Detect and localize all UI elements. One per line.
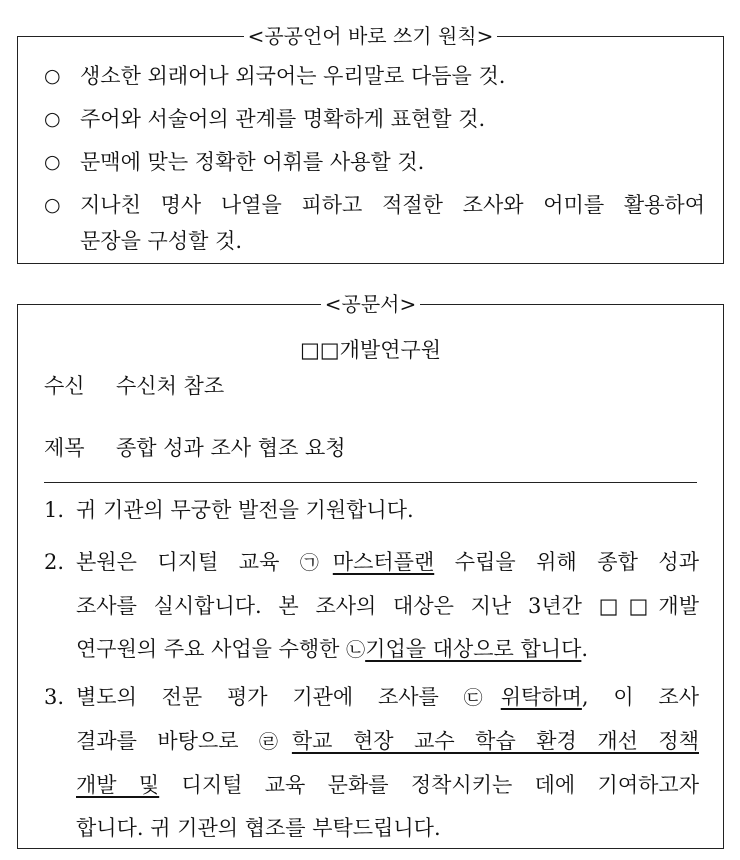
recipient-line bbox=[44, 371, 224, 401]
marker-rieul: ㉣ bbox=[259, 731, 292, 753]
underlined-phrase-2: 기업을 대상으로 합니다 bbox=[365, 637, 582, 661]
rule-text: 지나친 명사 나열을 피하고 적절한 조사와 어미를 활용하여 bbox=[80, 193, 705, 217]
recipient-value: 수신처 참조 bbox=[116, 374, 225, 398]
paragraph-line: 조사를 실시합니다. 본 조사의 대상은 지난 3년간 □□개발 bbox=[76, 594, 699, 618]
marker-giyeok: ㉠ bbox=[299, 552, 333, 574]
paragraph-line: 연구원의 주요 사업을 수행한 ㉡기업을 대상으로 합니다. bbox=[76, 637, 589, 661]
rule-text: 문맥에 맞는 정확한 어휘를 사용할 것. bbox=[80, 150, 425, 174]
doc-box-title: <공문서> bbox=[321, 292, 420, 316]
divider bbox=[44, 482, 697, 483]
paragraph-line: 별도의 전문 평가 기관에 조사를 ㉢위탁하며, 이 조사 bbox=[76, 685, 699, 709]
paragraph-number: 1. bbox=[44, 498, 65, 522]
underlined-phrase-4: 학교 현장 교수 학습 환경 개선 정책 bbox=[291, 729, 699, 753]
paragraph-line: 결과를 바탕으로 ㉣학교 현장 교수 학습 환경 개선 정책 bbox=[76, 729, 699, 753]
underlined-phrase-1: 마스터플랜 bbox=[332, 550, 435, 574]
underlined-phrase-4-continued: 개발 및 bbox=[76, 773, 160, 797]
official-document-box bbox=[17, 292, 724, 849]
circle-bullet-icon: ○ bbox=[44, 151, 61, 173]
circle-bullet-icon: ○ bbox=[44, 65, 61, 87]
paragraph-3 bbox=[44, 676, 699, 850]
paragraph-line: 개발 및 디지털 교육 문화를 정착시키는 데에 기여하고자 bbox=[76, 773, 699, 797]
rule-text: 주어와 서술어의 관계를 명확하게 표현할 것. bbox=[80, 107, 486, 131]
paragraph-1 bbox=[44, 489, 699, 532]
circle-bullet-icon: ○ bbox=[44, 194, 61, 216]
circle-bullet-icon: ○ bbox=[44, 108, 61, 130]
rule-text: 생소한 외래어나 외국어는 우리말로 다듬을 것. bbox=[80, 64, 506, 88]
underlined-phrase-3: 위탁하며 bbox=[500, 685, 582, 709]
rule-item-continued bbox=[44, 220, 705, 263]
rule-item bbox=[44, 141, 705, 184]
marker-nieun: ㉡ bbox=[346, 639, 366, 661]
paragraph-line: 합니다. 귀 기관의 협조를 부탁드립니다. bbox=[76, 816, 441, 840]
paragraph-2 bbox=[44, 541, 699, 672]
subject-label: 제목 bbox=[44, 436, 85, 460]
rule-text: 문장을 구성할 것. bbox=[80, 229, 243, 253]
marker-digeut: ㉢ bbox=[463, 687, 501, 709]
subject-value: 종합 성과 조사 협조 요청 bbox=[116, 436, 346, 460]
paragraph-text: 귀 기관의 무궁한 발전을 기원합니다. bbox=[76, 498, 414, 522]
public-language-rules-box bbox=[17, 24, 724, 264]
recipient-label: 수신 bbox=[44, 374, 85, 398]
subject-line bbox=[44, 433, 346, 463]
rules-box-title: <공공언어 바로 쓰기 원칙> bbox=[244, 24, 498, 48]
paragraph-number: 2. bbox=[44, 550, 65, 574]
organization-name: □□개발연구원 bbox=[299, 338, 442, 362]
rule-item bbox=[44, 55, 705, 98]
paragraph-number: 3. bbox=[44, 685, 65, 709]
paragraph-line: 본원은 디지털 교육 ㉠마스터플랜 수립을 위해 종합 성과 bbox=[76, 550, 699, 574]
rule-item bbox=[44, 98, 705, 141]
